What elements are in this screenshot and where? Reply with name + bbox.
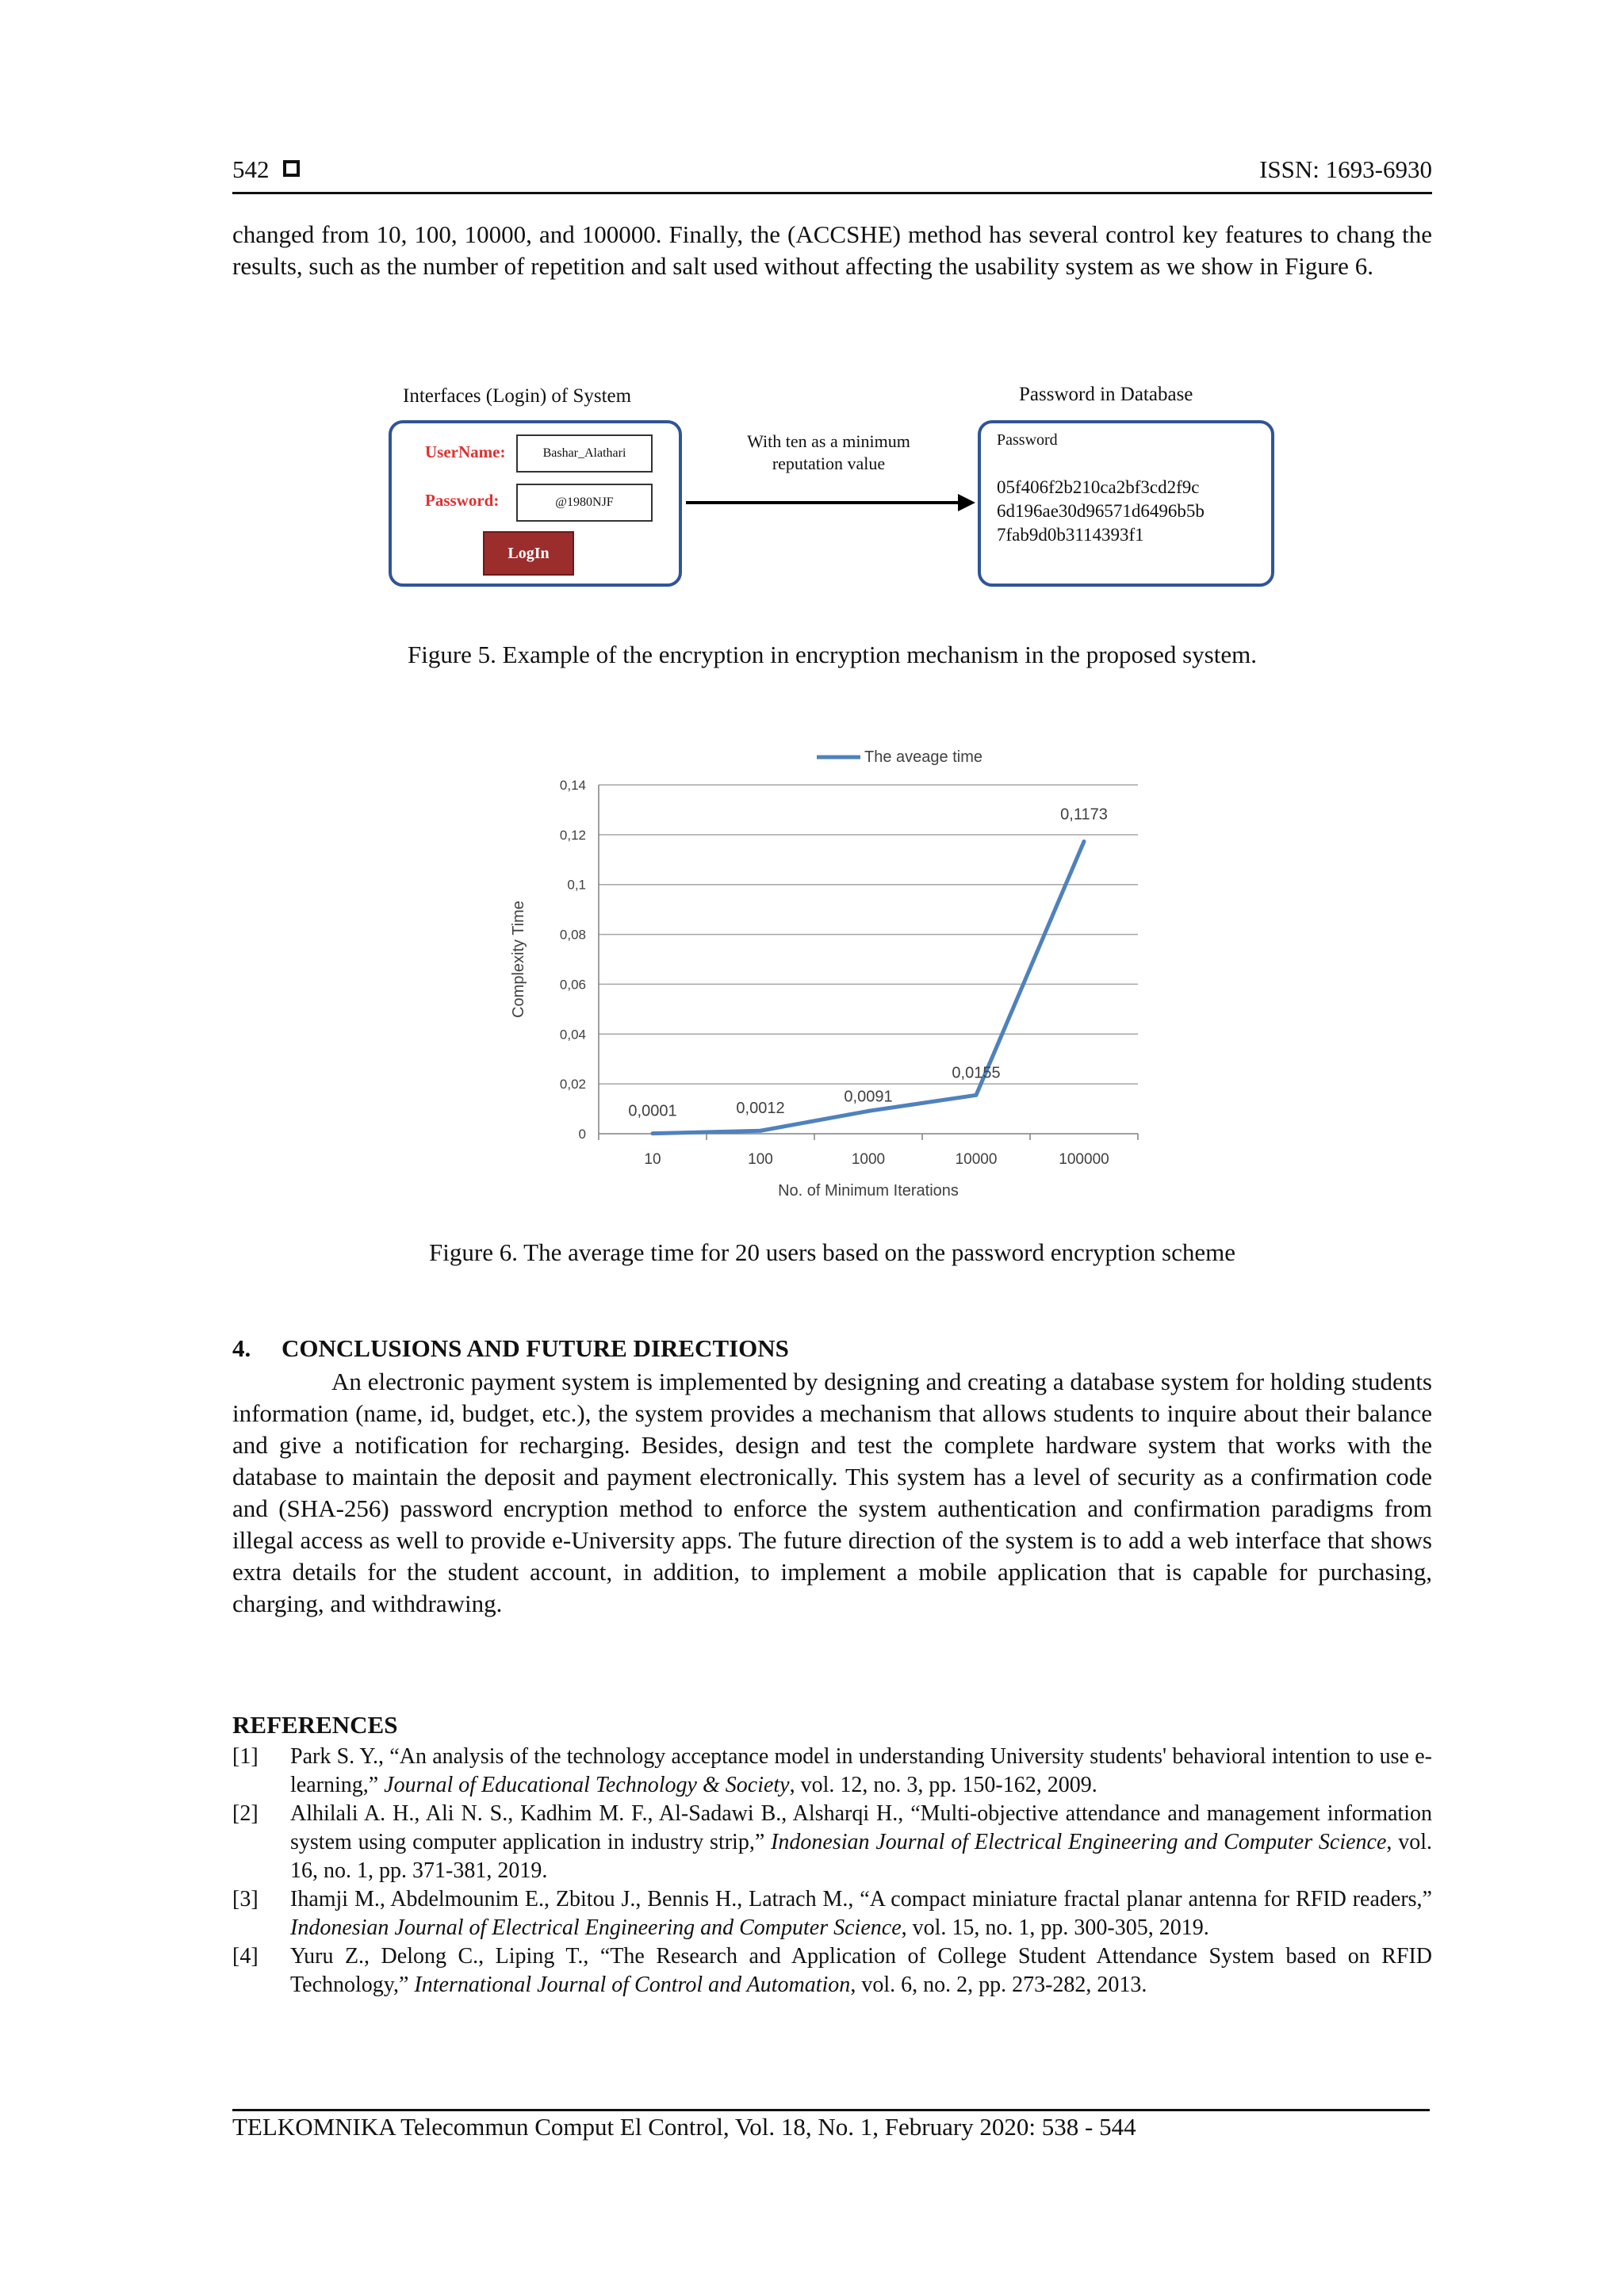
page-header [232,155,1432,190]
reference-text: Alhilali A. H., Ali N. S., Kadhim M. F., Al-Sadawi B., Alsharqi H., “Multi-objective attendance and management information system using computer application in industry strip,” [290,1801,1432,1854]
y-tick-label: 0,14 [559,778,586,793]
section-number: 4. [232,1334,251,1362]
data-label: 0,0091 [844,1088,893,1106]
y-tick-label: 0,12 [559,827,586,843]
reference-text: Yuru Z., Delong C., Liping T., “The Research and Application of College Student Attendance System based on RFID Technology,” [290,1944,1432,1997]
database-title: Password in Database [1019,384,1193,405]
reference-number: [1] [232,1744,259,1769]
footer-rule [232,2109,1430,2111]
header-rule [232,192,1432,194]
intro-paragraph: changed from 10, 100, 10000, and 100000. Finally, the (ACCSHE) method has several control key features to chang the results, such as the number of repetition and salt used without affecting the usability system as we show in Figure 6. [232,220,1432,280]
reference-details: , vol. 15, no. 1, pp. 300-305, 2019. [901,1915,1209,1940]
hash-line: 05f406f2b210ca2bf3cd2f9c [997,477,1200,497]
legend-label: The aveage time [864,748,982,766]
reference-item [232,1800,1432,1885]
reference-journal: International Journal of Control and Automation [414,1973,851,1997]
password-hash [997,476,1205,547]
login-button[interactable]: LogIn [483,531,574,576]
reference-item [232,1942,1432,1999]
username-label: UserName: [425,442,506,461]
y-tick-label: 0,02 [559,1077,586,1093]
hash-line: 7fab9d0b3114393f1 [997,525,1144,545]
reference-journal: Journal of Educational Technology & Society [384,1773,790,1797]
data-point [651,1131,655,1135]
reference-details: , vol. 12, no. 3, pp. 150-162, 2009. [789,1773,1097,1797]
data-point [1082,840,1086,844]
figure-5 [381,379,1300,609]
figure-6-caption: Figure 6. The average time for 20 users based on the password encryption scheme [429,1238,1235,1266]
data-label: 0,0155 [952,1064,1001,1082]
arrow-label: With ten as a minimum reputation value [747,431,910,473]
issn: ISSN: 1693-6930 [1259,155,1432,183]
section-title: CONCLUSIONS AND FUTURE DIRECTIONS [282,1334,789,1362]
page-footer: TELKOMNIKA Telecommun Comput El Control, Vol. 18, No. 1, February 2020: 538 - 544 [232,2113,1136,2141]
figure-6-chart [500,729,1158,1205]
figure-5-caption: Figure 5. Example of the encryption in encryption mechanism in the proposed system. [408,641,1257,668]
y-axis-title: Complexity Time [510,901,527,1018]
hash-line: 6d196ae30d96571d6496b5b [997,501,1205,521]
reference-list [232,1743,1432,1999]
data-point [975,1093,979,1097]
x-tick-label: 10000 [955,1151,998,1168]
section-heading [232,1334,789,1363]
references-heading: REFERENCES [232,1711,398,1739]
username-field[interactable]: Bashar_Alathari [516,434,653,473]
data-label: 0,0012 [736,1100,785,1118]
reference-journal: Indonesian Journal of Electrical Engineering and Computer Science [771,1830,1387,1854]
conclusion-paragraph: An electronic payment system is implemented by designing and creating a database system for holding students information (name, id, budget, etc.), the system provides a mechanism that allows students to inquire about their balance and give a notification for recharging. Besides, design and test the complete hardware system that works with the database to maintain the deposit and payment electronically. This system has a level of security as a confirmation code and (SHA-256) password encryption method to enforce the system authentication and confirmation paradigms from illegal access as well to provide e-University apps. The future direction of the system is to add a web interface that shows extra details for the student account, in addition, to implement a mobile application that is capable for purchasing, charging, and withdrawing. [232,1368,1432,1617]
reference-details: , vol. 6, no. 2, pp. 273-282, 2013. [850,1973,1147,1997]
reference-number: [4] [232,1944,259,1969]
y-tick-label: 0 [578,1127,586,1142]
reference-text: Park S. Y., “An analysis of the technology acceptance model in understanding University students' behavioral intention to use e-learning,” [290,1744,1432,1797]
x-tick-label: 10 [644,1151,661,1168]
reference-details: , vol. 16, no. 1, pp. 371-381, 2019. [290,1830,1433,1883]
reference-journal: Indonesian Journal of Electrical Engineering and Computer Science [290,1915,902,1940]
reference-item [232,1885,1432,1942]
arrow-line [686,501,961,504]
x-tick-label: 1000 [851,1151,886,1168]
reference-text: Ihamji M., Abdelmounim E., Zbitou J., Bennis H., Latrach M., “A compact miniature fractal planar antenna for RFID readers,” [290,1887,1432,1911]
y-tick-label: 0,04 [559,1027,586,1043]
database-box [978,420,1274,587]
data-label: 0,1173 [1060,806,1108,824]
data-point [759,1129,763,1133]
arrow-head-icon [958,494,975,511]
login-interface-title: Interfaces (Login) of System [403,385,632,407]
y-tick-label: 0,08 [559,927,586,943]
data-point [867,1109,871,1113]
y-tick-label: 0,1 [567,877,586,893]
page-number: 542 [232,155,270,183]
x-tick-label: 100 [748,1151,773,1168]
login-interface-box [389,420,682,587]
y-tick-label: 0,06 [559,977,586,993]
reference-number: [3] [232,1887,259,1911]
x-tick-label: 100000 [1059,1151,1109,1168]
password-field[interactable]: @1980NJF [516,484,653,522]
password-label: Password: [425,491,500,510]
header-square-icon [283,160,300,177]
data-label: 0,0001 [628,1102,677,1120]
x-axis-title: No. of Minimum Iterations [778,1182,959,1200]
db-password-label: Password [997,431,1058,449]
reference-item [232,1743,1432,1800]
reference-number: [2] [232,1801,259,1826]
